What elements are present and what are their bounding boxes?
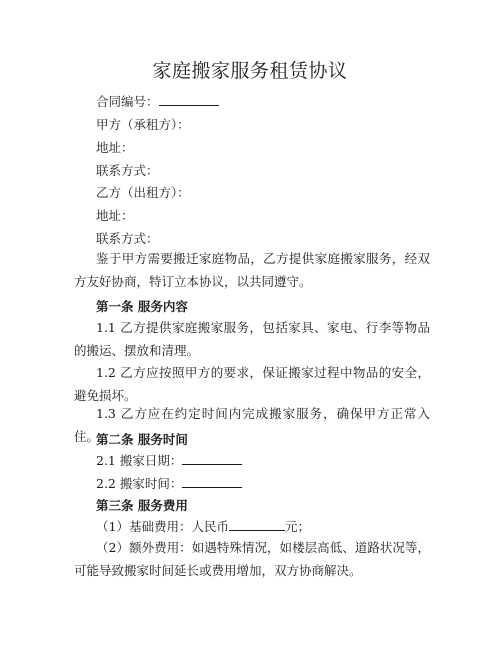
base-fee-line — [96, 518, 310, 536]
party-b-label: 乙方（出租方）： — [96, 185, 190, 200]
moving-time-label: 2.2 搬家时间： — [96, 476, 183, 491]
moving-date-label: 2.1 搬家日期： — [96, 453, 183, 468]
article-1-heading: 第一条 服务内容 — [96, 299, 188, 314]
base-fee-label: （1）基础费用：人民币 — [96, 519, 229, 534]
moving-date-blank — [182, 452, 242, 465]
document-title: 家庭搬家服务租赁协议 — [152, 60, 348, 82]
moving-time-line — [96, 475, 242, 493]
article-3-heading: 第三条 服务费用 — [96, 498, 188, 513]
moving-time-blank — [182, 475, 242, 488]
contract-number-label: 合同编号： — [96, 94, 159, 109]
article-1-1-paragraph: 1.1 乙方提供家庭搬家服务，包括家具、家电、行李等物品的搬运、摆放和清理。 — [74, 320, 430, 358]
party-b-address-label: 地址： — [96, 208, 134, 223]
party-a-label: 甲方（承租方）： — [96, 117, 190, 132]
preamble-paragraph: 鉴于甲方需要搬迁家庭物品，乙方提供家庭搬家服务，经双方友好协商，特订立本协议，以共同遵守。 — [74, 251, 430, 289]
party-a-contact-label: 联系方式： — [96, 163, 159, 178]
contract-number-blank — [159, 93, 219, 106]
party-b-contact-label: 联系方式： — [96, 231, 159, 246]
moving-date-line — [96, 452, 242, 470]
article-1-3-paragraph: 1.3 乙方应在约定时间内完成搬家服务，确保甲方正常入住。 — [74, 406, 430, 444]
party-a-address-label: 地址： — [96, 140, 134, 155]
contract-number-line — [96, 93, 219, 111]
base-fee-unit: 元； — [284, 519, 310, 534]
extra-fee-paragraph: （2）额外费用：如遇特殊情况，如楼层高低、道路状况等，可能导致搬家时间延长或费用增加，双方协商解决。 — [74, 540, 430, 578]
base-fee-blank — [229, 518, 285, 531]
article-1-2-paragraph: 1.2 乙方应按照甲方的要求，保证搬家过程中物品的安全，避免损坏。 — [74, 365, 430, 403]
article-2-heading: 第二条 服务时间 — [96, 432, 188, 447]
